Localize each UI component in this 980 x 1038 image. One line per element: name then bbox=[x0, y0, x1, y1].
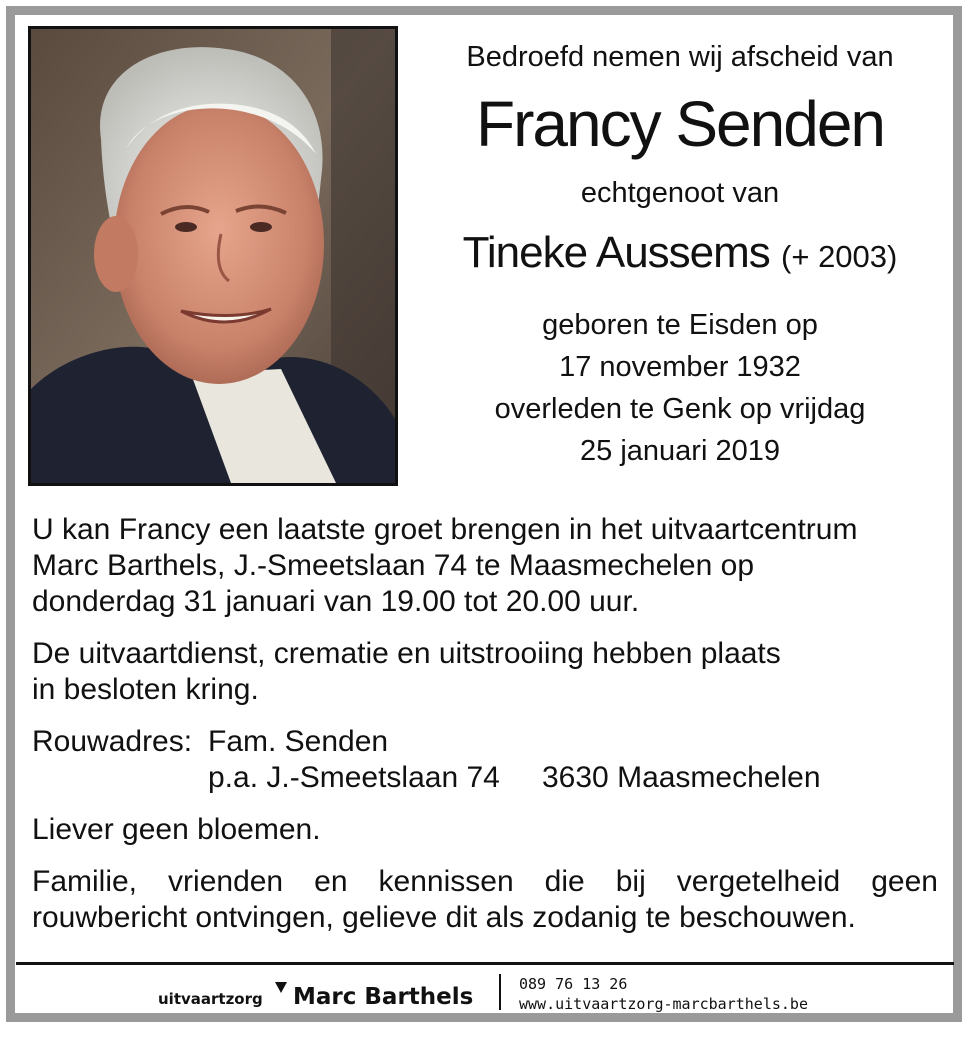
announcement-header bbox=[410, 32, 950, 472]
phone-number: 089 76 13 26 bbox=[519, 975, 628, 993]
died-date: 25 januari 2019 bbox=[580, 435, 780, 467]
brand-prefix: uitvaartzorg bbox=[158, 990, 263, 1008]
spouse-year: (+ 2003) bbox=[781, 239, 898, 274]
intro-text: Bedroefd nemen wij afscheid van bbox=[466, 41, 894, 73]
relation-text: echtgenoot van bbox=[580, 177, 780, 209]
address-city: 3630 Maasmechelen bbox=[542, 761, 821, 794]
service-line-2: in besloten kring. bbox=[32, 673, 259, 706]
funeral-home-footer bbox=[0, 972, 980, 1016]
website-link[interactable]: www.uitvaartzorg-marcbarthels.be bbox=[519, 995, 808, 1013]
visitation-line-3: donderdag 31 januari van 19.00 tot 20.00 uur. bbox=[32, 585, 640, 618]
flowers-note: Liever geen bloemen. bbox=[32, 813, 321, 846]
spouse-line bbox=[410, 220, 950, 290]
service-paragraph bbox=[32, 636, 938, 708]
visitation-line-1: U kan Francy een laatste groet brengen in het uitvaartcentrum bbox=[32, 513, 858, 546]
service-line-1: De uitvaartdienst, crematie en uitstrooiing hebben plaats bbox=[32, 637, 781, 670]
contact-info bbox=[519, 974, 808, 1014]
triangle-icon bbox=[275, 982, 287, 993]
died-line: overleden te Genk op vrijdag bbox=[494, 393, 866, 425]
announcement-body bbox=[32, 512, 938, 952]
family-line-1: Familie, vrienden en kennissen die bij vergetelheid geen bbox=[32, 865, 938, 898]
address-paragraph bbox=[32, 724, 938, 796]
address-detail-row bbox=[32, 760, 938, 796]
footer-separator bbox=[499, 974, 501, 1010]
family-paragraph bbox=[32, 864, 938, 936]
born-date: 17 november 1932 bbox=[559, 351, 801, 383]
deceased-name: Francy Senden bbox=[475, 88, 885, 160]
address-name: Fam. Senden bbox=[208, 725, 389, 758]
life-dates bbox=[410, 304, 950, 472]
visitation-paragraph bbox=[32, 512, 938, 620]
address-label: Rouwadres: bbox=[32, 725, 193, 758]
family-line-2: rouwbericht ontvingen, gelieve dit als zodanig te beschouwen. bbox=[32, 901, 856, 934]
spouse-name: Tineke Aussems bbox=[462, 228, 770, 277]
visitation-line-2: Marc Barthels, J.-Smeetslaan 74 te Maasmechelen op bbox=[32, 549, 755, 582]
address-row bbox=[32, 724, 938, 760]
born-line: geboren te Eisden op bbox=[542, 309, 818, 341]
address-street: p.a. J.-Smeetslaan 74 bbox=[208, 761, 500, 794]
portrait-photo bbox=[28, 26, 398, 486]
brand-name: Marc Barthels bbox=[293, 984, 474, 1010]
portrait-image bbox=[31, 29, 395, 483]
footer-divider bbox=[16, 962, 954, 965]
